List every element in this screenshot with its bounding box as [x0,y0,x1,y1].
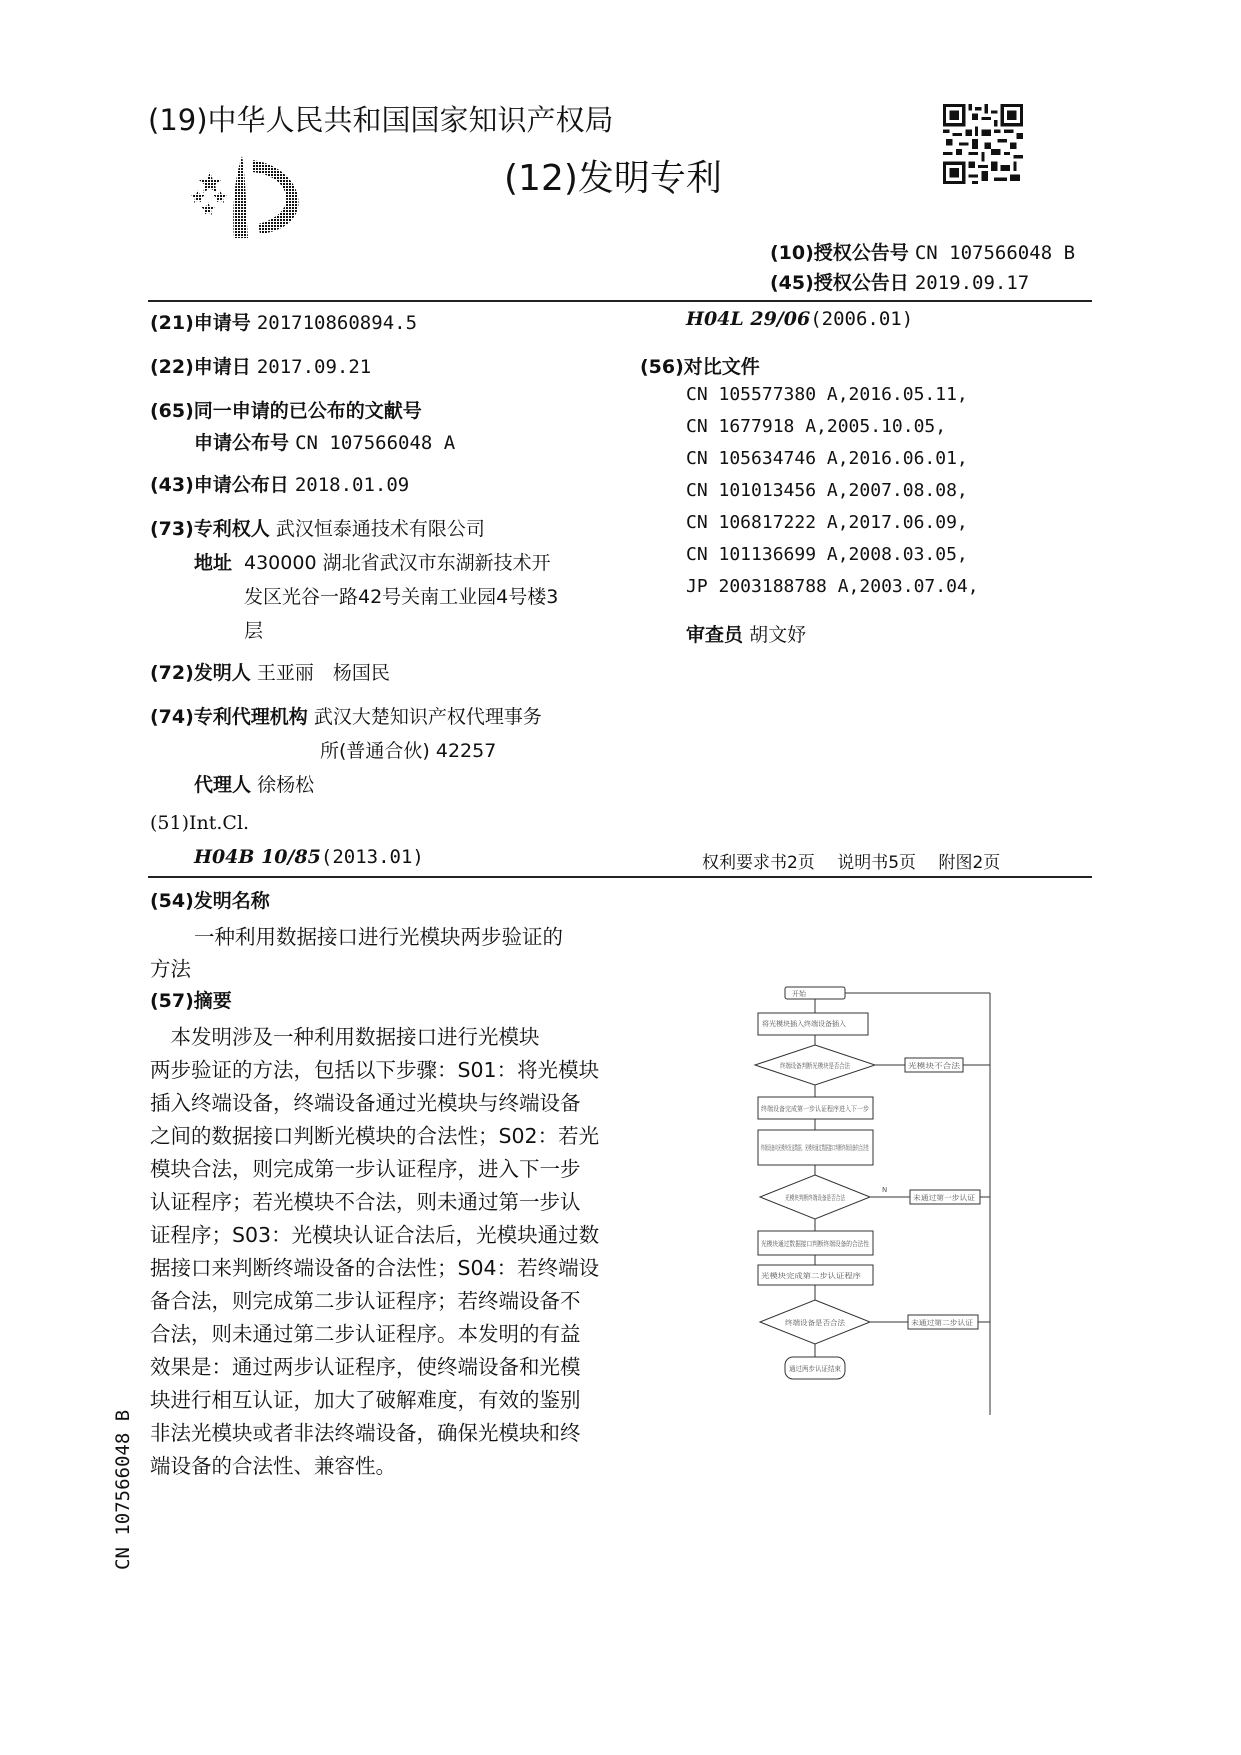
document-type-title: (12)发明专利 [504,158,722,199]
grant-date-label: (45)授权公告日 [770,272,909,294]
flow-step-1-text: 将光模块插入终端设备插入 [762,1020,846,1028]
invention-title-line-1: 一种利用数据接口进行光模块两步验证的 [194,925,563,949]
patent-agent-value: 徐杨松 [257,774,315,796]
cited-reference: CN 101136699 A,2008.03.05, [686,544,968,565]
intcl-year: (2013.01) [320,846,424,868]
examiner-label: 审查员 [686,624,744,646]
flow-decision-1-text: 终端设备判断光模块是否合法 [780,1062,871,1070]
abstract-line: 证程序；S03：光模块认证合法后，光模块通过数 [150,1223,600,1247]
abstract-flowchart-figure [740,985,1000,1425]
examiner-value: 胡文妤 [749,624,807,646]
flow-decision-2-text: 光模块判断终端设备是否合法 [785,1194,876,1202]
qr-code-icon [943,104,1023,184]
grant-publication-number [770,238,1075,265]
prior-publication-date-label: (43)申请公布日 [150,474,289,496]
patent-agency-line-1: 武汉大楚知识产权代理事务 [313,706,542,728]
cited-reference: CN 101013456 A,2007.08.08, [686,480,968,501]
patent-agency [150,702,542,729]
patent-agent-label: 代理人 [194,774,252,796]
application-date-value: 2017.09.21 [256,356,372,378]
intcl-label: (51)Int.Cl. [150,812,250,834]
abstract-line: 备合法，则完成第二步认证程序；若终端设备不 [150,1289,581,1313]
inventors [150,658,390,685]
intcl-classification [194,846,424,868]
ipc-classification [686,308,913,330]
abstract-line: 端设备的合法性、兼容性。 [150,1454,396,1478]
cited-reference: CN 106817222 A,2017.06.09, [686,512,968,533]
grant-number-label: (10)授权公告号 [770,242,909,264]
header-divider [148,300,1092,302]
address-line-3: 层 [244,620,264,642]
application-number-value: 201710860894.5 [256,312,418,334]
application-number-label: (21)申请号 [150,312,251,334]
ipc-year: (2006.01) [810,308,914,330]
flow-end-text: 通过两步认证结束 [789,1365,845,1373]
patent-agency-label: (74)专利代理机构 [150,706,308,728]
abstract-line: 认证程序；若光模块不合法，则未通过第一步认 [150,1190,581,1214]
prior-publication-heading: (65)同一申请的已公布的文献号 [150,400,422,422]
patentee-value: 武汉恒泰通技术有限公司 [275,518,485,540]
abstract-line: 本发明涉及一种利用数据接口进行光模块 [150,1025,540,1049]
cited-references-heading: (56)对比文件 [640,356,760,378]
abstract-line: 之间的数据接口判断光模块的合法性；S02：若光 [150,1124,600,1148]
examiner [686,620,806,647]
side-publication-number: CN 107566048 B [112,1409,134,1570]
page-counts: 权利要求书2页 说明书5页 附图2页 [702,853,1001,873]
patent-agent [194,770,314,797]
address-label: 地址 [194,552,233,574]
patentee-label: (73)专利权人 [150,518,270,540]
patentee [150,514,485,541]
flow-fail-3-text: 未通过第二步认证 [911,1319,967,1327]
cited-reference: CN 105634746 A,2016.06.01, [686,448,968,469]
flow-step-3-text: 终端设备向光模块发送数据，光模块通过数据接口判断终端设备的合法性 [761,1144,985,1152]
grant-publication-date [770,268,1029,295]
grant-number-value: CN 107566048 B [914,242,1076,264]
application-number [150,308,417,335]
abstract-line: 据接口来判断终端设备的合法性；S04：若终端设 [150,1256,600,1280]
prior-publication-date [150,470,409,497]
prior-publication-number-value: CN 107566048 A [295,432,456,454]
ipc-code: H04L 29/06 [686,308,811,330]
flow-step-4-text: 光模块通过数据接口判断终端设备的合法性 [761,1240,894,1248]
address-line-1: 430000 湖北省武汉市东湖新技术开 [244,552,551,574]
abstract-line: 插入终端设备，终端设备通过光模块与终端设备 [150,1091,581,1115]
cited-reference: CN 1677918 A,2005.10.05, [686,416,947,437]
prior-publication-number [194,428,455,455]
patent-agency-line-2: 所(普通合伙) 42257 [320,740,497,762]
abstract-line: 效果是：通过两步认证程序，使终端设备和光模 [150,1355,581,1379]
invention-title-label: (54)发明名称 [150,890,270,912]
cited-reference: JP 2003188788 A,2003.07.04, [686,576,979,597]
flow-no-label: N [882,1186,888,1194]
flow-fail-1-text: 光模块不合法 [908,1062,950,1070]
abstract-line: 非法光模块或者非法终端设备，确保光模块和终 [150,1421,581,1445]
cited-reference: CN 105577380 A,2016.05.11, [686,384,968,405]
inventors-label: (72)发明人 [150,662,251,684]
intcl-code: H04B 10/85 [194,846,321,868]
grant-date-value: 2019.09.17 [914,272,1030,294]
flow-start-text: 开始 [792,990,806,998]
abstract-line: 块进行相互认证，加大了破解难度，有效的鉴别 [150,1388,581,1412]
flow-step-5-text: 光模块完成第二步认证程序 [761,1272,845,1280]
flow-step-2-text: 终端设备完成第一步认证程序进入下一步 [761,1105,887,1113]
abstract-line: 模块合法，则完成第一步认证程序，进入下一步 [150,1157,581,1181]
prior-publication-date-value: 2018.01.09 [294,474,410,496]
section-divider [148,876,1092,878]
flow-decision-3-text: 终端设备是否合法 [785,1319,841,1327]
flow-fail-2-text: 未通过第一步认证 [913,1194,969,1202]
invention-title-line-2: 方法 [150,957,191,981]
abstract-line: 两步验证的方法，包括以下步骤：S01：将光模块 [150,1058,600,1082]
abstract-line: 合法，则未通过第二步认证程序。本发明的有益 [150,1322,581,1346]
abstract-label: (57)摘要 [150,990,232,1012]
address-line-2: 发区光谷一路42号关南工业园4号楼3 [244,586,559,608]
inventors-value: 王亚丽 杨国民 [256,662,390,684]
application-date-label: (22)申请日 [150,356,251,378]
application-date [150,352,371,379]
prior-publication-number-label: 申请公布号 [194,432,290,454]
cnipa-emblem-logo [190,150,310,240]
office-name: (19)中华人民共和国国家知识产权局 [148,103,614,137]
